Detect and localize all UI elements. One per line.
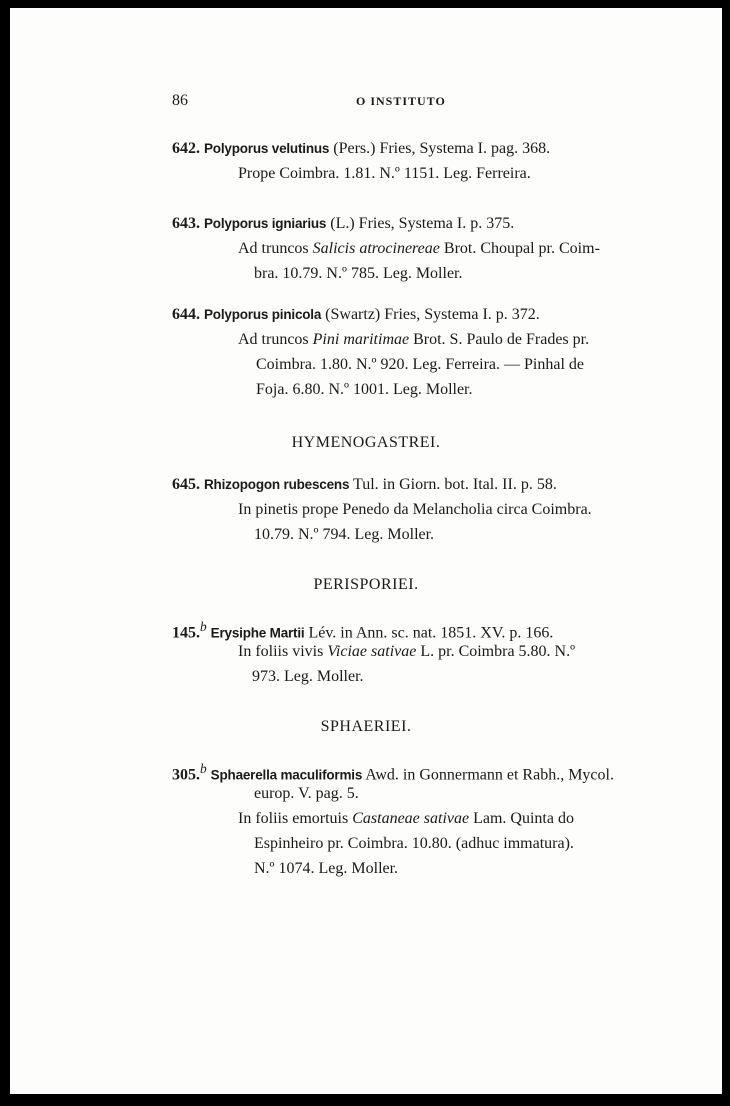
section-heading-sphaeriei: SPHAERIEI. [320, 718, 412, 735]
entry-number: 643. [172, 215, 200, 232]
page-header [10, 92, 722, 112]
entry-detail: Lam. Quinta do [469, 810, 574, 827]
citation: Lév. in Ann. sc. nat. 1851. XV. p. 166. [308, 624, 554, 642]
species-name: Rhizopogon rubescens [204, 477, 350, 492]
entry-detail: L. pr. Coimbra 5.80. N.º [416, 643, 576, 660]
entry-suffix: b [200, 619, 207, 634]
entry-detail: 973. Leg. Moller. [252, 668, 364, 685]
citation: (Swartz) Fries, Systema I. p. 372. [325, 306, 540, 323]
citation: Tul. in Giorn. bot. Ital. II. p. 58. [352, 476, 557, 493]
citation: (Pers.) Fries, Systema I. pag. 368. [333, 140, 551, 157]
host-plant: Castaneae sativae [352, 810, 470, 827]
entry-detail: In foliis vivis [238, 643, 328, 660]
bleed-through-text [158, 220, 162, 236]
book-page [10, 8, 722, 1094]
host-plant: Salicis atrocinereae [312, 240, 440, 257]
entry-detail: Foja. 6.80. N.º 1001. Leg. Moller. [256, 381, 473, 398]
species-name: Polyporus velutinus [204, 141, 330, 156]
citation: (L.) Fries, Systema I. p. 375. [330, 215, 515, 232]
species-name: Polyporus igniarius [204, 216, 327, 231]
entry-detail: Brot. Choupal pr. Coim- [439, 240, 600, 257]
host-plant: Viciae sativae [327, 643, 417, 660]
entry-number: 145. [172, 624, 200, 642]
entry-detail: Ad truncos [238, 240, 313, 257]
entry-number: 305. [172, 766, 200, 784]
section-heading-perisporiei: PERISPORIEI. [313, 576, 419, 593]
entry-detail: bra. 10.79. N.º 785. Leg. Moller. [254, 265, 463, 282]
entry-suffix: b [200, 761, 207, 776]
page-number: 86 [172, 92, 188, 109]
species-name: Polyporus pinicola [204, 307, 322, 322]
entry-detail: europ. V. pag. 5. [254, 785, 359, 802]
entry-detail: Ad truncos [238, 331, 313, 348]
species-name: Sphaerella maculiformis [210, 767, 363, 783]
entry-number: 644. [172, 306, 200, 323]
entry-detail: N.º 1074. Leg. Moller. [254, 860, 399, 877]
entry-detail: Espinheiro pr. Coimbra. 10.80. (adhuc immatura). [254, 835, 574, 852]
species-name: Erysiphe Martii [210, 625, 305, 641]
citation: Awd. in Gonnermann et Rabh., Mycol. [365, 766, 614, 784]
entry-detail: 10.79. N.º 794. Leg. Moller. [254, 526, 435, 543]
entry-number: 642. [172, 140, 200, 157]
entry-detail: Coimbra. 1.80. N.º 920. Leg. Ferreira. — Pinhal de [256, 356, 585, 373]
entry-detail: In foliis emortuis [238, 810, 353, 827]
entry-detail: Prope Coimbra. 1.81. N.º 1151. Leg. Ferreira. [238, 165, 531, 182]
entry-detail: Brot. S. Paulo de Frades pr. [409, 331, 590, 348]
entry-detail: In pinetis prope Penedo da Melancholia circa Coimbra. [238, 501, 592, 518]
entry-number: 645. [172, 476, 200, 493]
host-plant: Pini maritimae [312, 331, 410, 348]
running-title: O INSTITUTO [356, 94, 446, 108]
section-heading-hymenogastrei: HYMENOGASTREI. [291, 434, 441, 451]
